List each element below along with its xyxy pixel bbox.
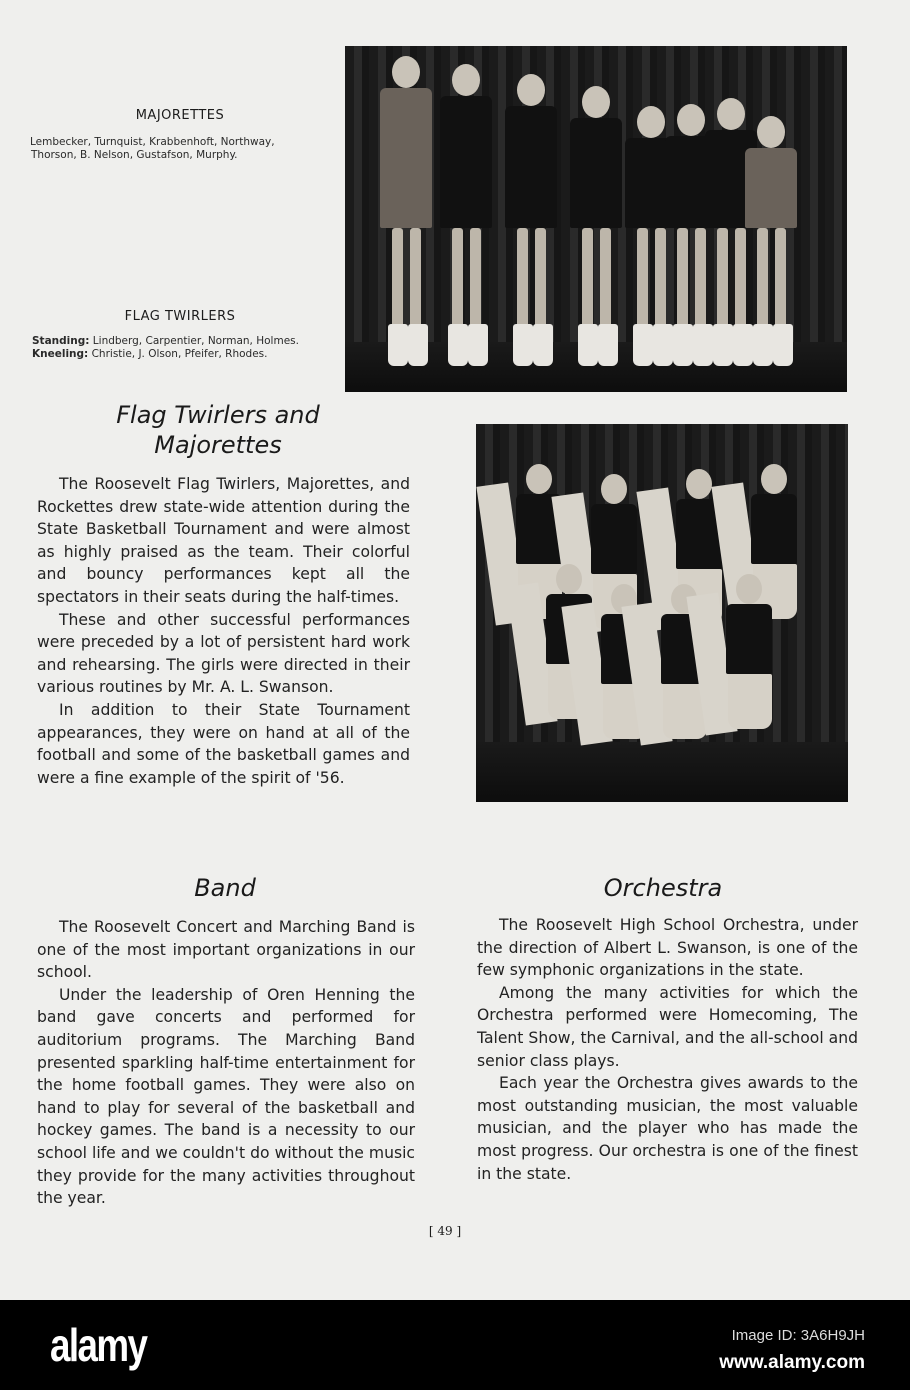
flag-section-body (37, 473, 410, 789)
photo-figure-part (633, 324, 653, 366)
photo-figure-part (533, 324, 553, 366)
photo-figure-part (673, 324, 693, 366)
photo-figure-part (736, 574, 762, 604)
paragraph: Each year the Orchestra gives awards to the most outstanding musician, the most valuable musician, and the player who has made the most progress. Our orchestra is one of the finest in the state. (477, 1074, 858, 1183)
photo-figure-part (556, 564, 582, 594)
paragraph: The Roosevelt Flag Twirlers, Majorettes, and Rockettes drew state-wide attention during the State Basketball Tournament and were almost as highly praised as the team. Their colorful and bouncy performances kept all the spectators in their seats during the half-times. (37, 475, 410, 606)
watermark-url: www.alamy.com (719, 1352, 865, 1373)
photo-figure-part (517, 74, 545, 106)
paragraph: The Roosevelt High School Orchestra, under the direction of Albert L. Swanson, is one of the few symphonic organizations in the state. (477, 916, 858, 980)
photo-figure-part (410, 228, 421, 328)
majorettes-caption-title: MAJORETTES (135, 108, 225, 123)
band-heading: Band (194, 874, 256, 902)
photo-figure-part (468, 324, 488, 366)
photo-figure-part (757, 228, 768, 328)
photo-figure-part (677, 104, 705, 136)
majorettes-photo (345, 46, 847, 392)
photo-figure-part (526, 464, 552, 494)
photo-figure-part (452, 228, 463, 328)
paragraph: Under the leadership of Oren Henning the band gave concerts and performed for auditorium programs. The Marching Band presented sparkling half-time entertainment for the home football games. They were also on hand to play for several of the basketball and hockey games. The band is a necessity to our school life and we couldn't do without the music they provide for the many activities throughout the year. (37, 985, 415, 1208)
photo-figure-part (582, 228, 593, 328)
standing-line (32, 335, 342, 348)
photo-figure-part (751, 494, 797, 564)
photo-figure-part (440, 96, 492, 228)
photo-figure-part (728, 674, 772, 729)
paragraph: These and other successful performances were preceded by a lot of persistent hard work and rehearsing. The girls were directed in their various routines by Mr. A. L. Swanson. (37, 610, 410, 697)
photo-figure-part (761, 464, 787, 494)
photo-figure-part (570, 118, 622, 228)
photo-figure-part (591, 504, 637, 574)
photo-figure-part (505, 106, 557, 228)
majorettes-names-line: Thorson, B. Nelson, Gustafson, Murphy. (31, 149, 238, 161)
kneeling-label: Kneeling: (32, 348, 89, 360)
flag-section-heading (60, 400, 376, 460)
flag-twirlers-names (32, 335, 342, 361)
photo-figure-part (726, 604, 772, 674)
photo-figure-part (745, 148, 797, 228)
photo-figure-part (717, 228, 728, 328)
photo-figure-part (392, 228, 403, 328)
photo-figure-part (380, 88, 432, 228)
kneeling-line (32, 348, 342, 361)
photo-figure-part (773, 324, 793, 366)
paragraph: The Roosevelt Concert and Marching Band is one of the most important organizations in our school. (37, 918, 415, 982)
alamy-logo: alamy (50, 1319, 147, 1371)
photo-figure-part (535, 228, 546, 328)
photo-figure-part (388, 324, 408, 366)
photo-figure-part (601, 474, 627, 504)
stage-floor (476, 742, 848, 802)
photo-figure-part (582, 86, 610, 118)
photo-figure-part (578, 324, 598, 366)
photo-figure-part (757, 116, 785, 148)
majorettes-names-line: Lembecker, Turnquist, Krabbenhoft, Northway, (30, 136, 275, 148)
photo-figure-part (733, 324, 753, 366)
page-number: [ 49 ] (428, 1224, 462, 1238)
photo-figure-part (655, 228, 666, 328)
flag-twirlers-caption-title: FLAG TWIRLERS (124, 309, 236, 324)
photo-figure-part (713, 324, 733, 366)
photo-figure-part (637, 228, 648, 328)
image-id: Image ID: 3A6H9JH (731, 1327, 865, 1344)
photo-figure-part (653, 324, 673, 366)
photo-figure-part (513, 324, 533, 366)
photo-figure-part (637, 106, 665, 138)
photo-figure-part (677, 228, 688, 328)
photo-figure-part (598, 324, 618, 366)
orchestra-body (477, 914, 858, 1185)
heading-line: Flag Twirlers and (116, 401, 320, 429)
paragraph: Among the many activities for which the Orchestra performed were Homecoming, The Talent Show, the Carnival, and the all-school and senior class plays. (477, 983, 858, 1070)
photo-figure-part (693, 324, 713, 366)
orchestra-heading: Orchestra (603, 874, 723, 902)
photo-figure-part (686, 469, 712, 499)
photo-figure-part (775, 228, 786, 328)
standing-label: Standing: (32, 335, 90, 347)
photo-figure-part (408, 324, 428, 366)
kneeling-names: Christie, J. Olson, Pfeifer, Rhodes. (91, 348, 268, 360)
photo-figure-part (753, 324, 773, 366)
flag-twirlers-photo (476, 424, 848, 802)
band-body (37, 916, 415, 1210)
majorettes-names (30, 136, 340, 162)
photo-figure-part (735, 228, 746, 328)
photo-figure-part (717, 98, 745, 130)
photo-figure-part (470, 228, 481, 328)
photo-figure-part (695, 228, 706, 328)
standing-names: Lindberg, Carpentier, Norman, Holmes. (92, 335, 299, 347)
heading-line: Majorettes (154, 431, 282, 459)
photo-figure-part (448, 324, 468, 366)
photo-figure-part (600, 228, 611, 328)
photo-figure-part (392, 56, 420, 88)
photo-figure-part (517, 228, 528, 328)
photo-figure-part (452, 64, 480, 96)
paragraph: In addition to their State Tournament appearances, they were on hand at all of the football and some of the basketball games and were a fine example of the spirit of '56. (37, 700, 410, 787)
